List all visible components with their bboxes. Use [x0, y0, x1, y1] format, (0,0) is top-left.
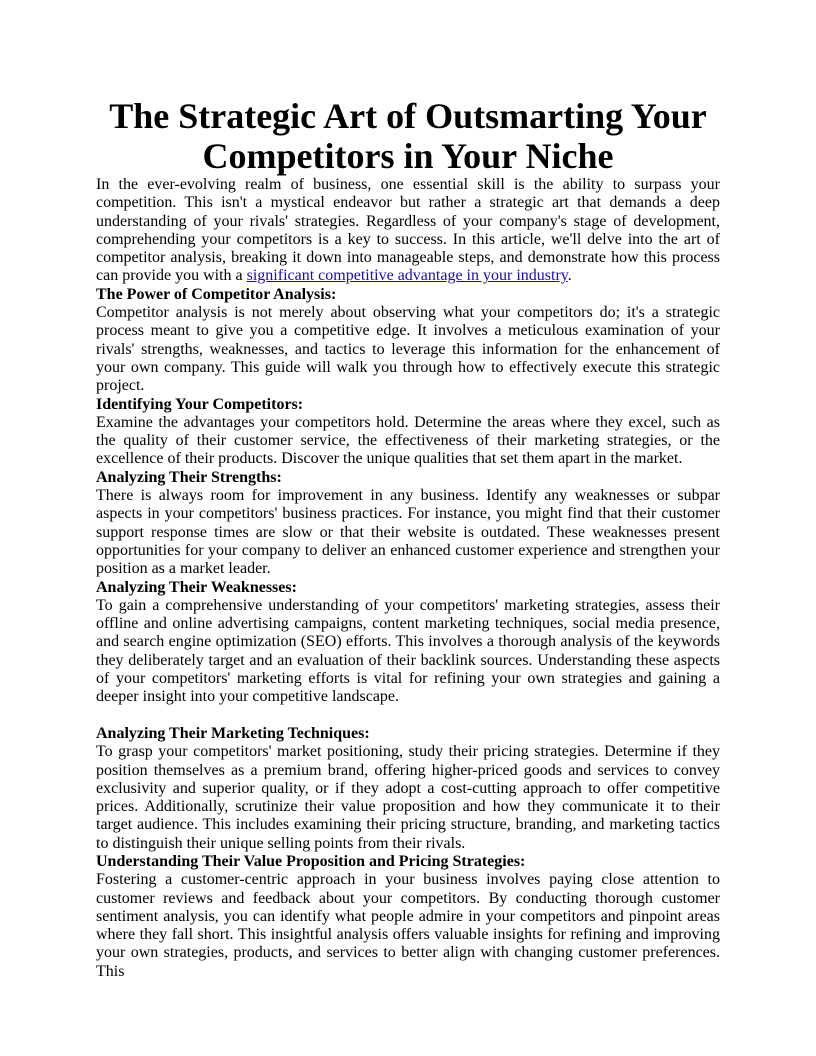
section-heading-marketing: Analyzing Their Marketing Techniques:: [96, 724, 370, 742]
section-heading-power: The Power of Competitor Analysis:: [96, 285, 337, 303]
document-title: The Strategic Art of Outsmarting Your Competitors in Your Niche: [109, 96, 707, 176]
section-body-marketing: To grasp your competitors' market positioning, study their pricing strategies. Determine if they position themselves as a premium brand, offering higher-priced goods and services to convey exclusivity and superior quality, or if they adopt a cost-cutting approach to offer competitive prices. Additionally, scrutinize their value proposition and how they communicate it to their target audience. This includes examining their pricing structure, branding, and marketing tactics to distinguish their unique selling points from their rivals.: [96, 743, 720, 852]
section-body-power: Competitor analysis is not merely about observing what your competitors do; it's a strategic process meant to give you a competitive edge. It involves a meticulous examination of your rivals' strengths, weaknesses, and tactics to leverage this information for the enhancement of your own company. This guide will walk you through how to effectively execute this strategic project.: [96, 304, 720, 395]
section-body-strengths: There is always room for improvement in any business. Identify any weaknesses or subpar aspects in your competitors' business practices. For instance, you might find that their customer support response times are slow or that their website is outdated. These weaknesses present opportunities for your company to deliver an enhanced customer experience and strengthen your position as a market leader.: [96, 487, 720, 578]
paragraph-gap: [96, 707, 720, 725]
section-heading-strengths: Analyzing Their Strengths:: [96, 468, 282, 486]
intro-text: In the ever-evolving realm of business, one essential skill is the ability to surpass your competition. This isn't a mystical endeavor but rather a strategic art that demands a deep understanding of your rivals' strategies. Regardless of your company's stage of development, comprehending your competitors is a key to success. In this article, we'll delve into the art of competitor analysis, breaking it down into manageable steps, and demonstrate how this process can provide you with a: [96, 176, 720, 285]
intro-paragraph: [96, 176, 720, 286]
section-heading-value-proposition: Understanding Their Value Proposition and Pricing Strategies:: [96, 852, 526, 870]
section-body-identifying: Examine the advantages your competitors hold. Determine the areas where they excel, such as the quality of their customer service, the effectiveness of their marketing strategies, or the excellence of their products. Discover the unique qualities that set them apart in the market.: [96, 413, 720, 468]
intro-text-end: .: [567, 267, 572, 285]
competitive-advantage-link[interactable]: significant competitive advantage in your industry: [246, 267, 568, 285]
section-heading-weaknesses: Analyzing Their Weaknesses:: [96, 578, 297, 596]
section-body-weaknesses: To gain a comprehensive understanding of your competitors' marketing strategies, assess their offline and online advertising campaigns, content marketing techniques, social media presence, and search engine optimization (SEO) efforts. This involves a thorough analysis of the keywords they deliberately target and an evaluation of their backlink sources. Understanding these aspects of your competitors' marketing efforts is vital for refining your own strategies and gaining a deeper insight into your competitive landscape.: [96, 596, 720, 706]
section-body-value-proposition: Fostering a customer-centric approach in your business involves paying close attention to customer reviews and feedback about your competitors. By conducting thorough customer sentiment analysis, you can identify what people admire in your competitors and pinpoint areas where they fall short. This insightful analysis offers valuable insights for refining and improving your own strategies, products, and services to better align with changing customer preferences. This: [96, 871, 720, 980]
section-heading-identifying: Identifying Your Competitors:: [96, 395, 304, 413]
document-page: [96, 96, 720, 981]
